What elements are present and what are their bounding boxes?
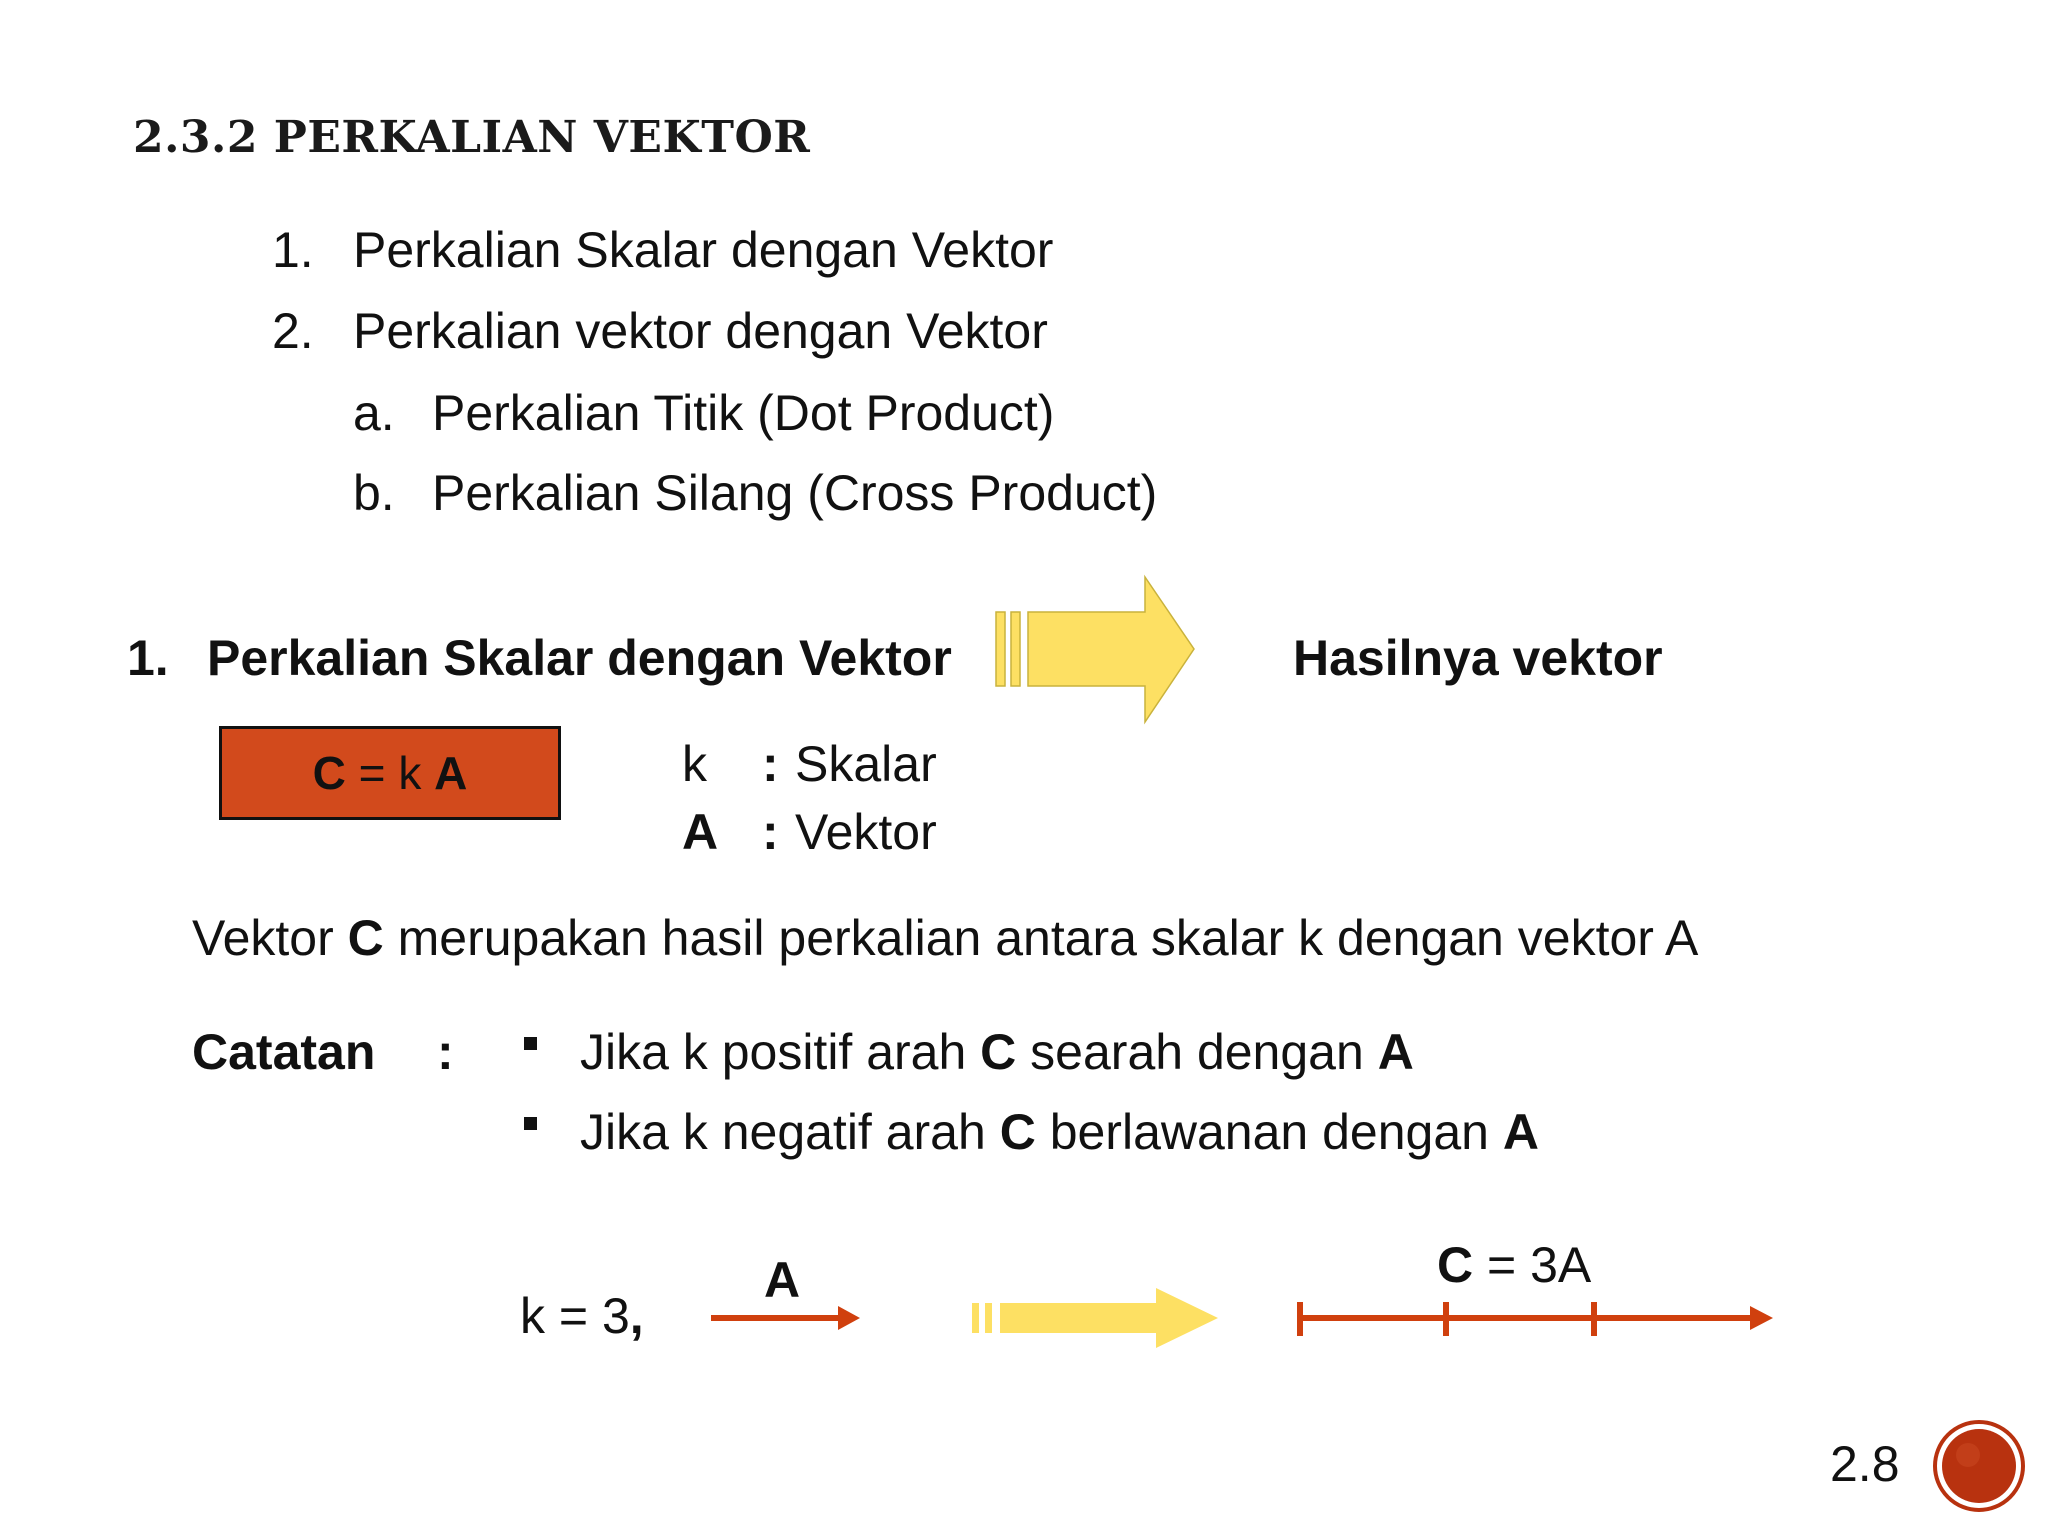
outline-num-1: 1. [272,222,314,278]
notes-colon: : [437,1024,454,1080]
note-1-p2: searah dengan [1016,1024,1378,1080]
note-2-p2: berlawanan dengan [1035,1104,1503,1160]
def-a-colon: : [762,804,779,860]
outline-sub-b-label: b. [353,465,395,521]
outline-num-2: 2. [272,303,314,359]
def-a-symbol: A [682,804,719,860]
vector-c-bold: C [1437,1237,1474,1293]
formula-eq: = k [345,747,435,799]
result-arrow-icon [996,577,1194,722]
note-1-b2: A [1377,1024,1414,1080]
page-badge-icon [1935,1422,2023,1510]
vector-c-rest: = 3A [1473,1237,1592,1293]
outline-sub-a-label: a. [353,385,395,441]
example-comma: , [629,1288,644,1344]
formula-a: A [434,747,468,799]
transition-arrow-icon [972,1288,1218,1348]
section-title: Perkalian Skalar dengan Vektor [207,630,952,686]
outline-item-2: Perkalian vektor dengan Vektor [353,303,1048,359]
formula-c: C [312,747,346,799]
vector-a-label: A [764,1252,801,1308]
explanation-bold: C [347,910,384,966]
def-k-colon: : [762,736,779,792]
outline-sub-b: Perkalian Silang (Cross Product) [432,465,1158,521]
note-1-p1: Jika k positif arah [580,1024,981,1080]
vector-c-arrow [1297,1302,1773,1336]
note-1-b1: C [980,1024,1017,1080]
note-2-b1: C [999,1104,1036,1160]
notes-label: Catatan [192,1024,376,1080]
vector-a-arrow [711,1306,860,1330]
explanation-pre: Vektor [192,910,348,966]
section-number: 1. [127,630,169,686]
example-k: k = 3 [520,1288,630,1344]
page-number: 2.8 [1830,1436,1900,1492]
note-2-p1: Jika k negatif arah [580,1104,1000,1160]
result-label: Hasilnya vektor [1293,630,1663,686]
explanation-post: merupakan hasil perkalian antara skalar k dengan vektor A [383,910,1699,966]
outline-item-1: Perkalian Skalar dengan Vektor [353,222,1054,278]
def-a-desc: Vektor [795,804,937,860]
note-2-b2: A [1502,1104,1539,1160]
def-k-desc: Skalar [795,736,937,792]
section-heading: 2.3.2 PERKALIAN VEKTOR [133,112,811,163]
outline-sub-a: Perkalian Titik (Dot Product) [432,385,1055,441]
def-k-symbol: k [682,736,707,792]
